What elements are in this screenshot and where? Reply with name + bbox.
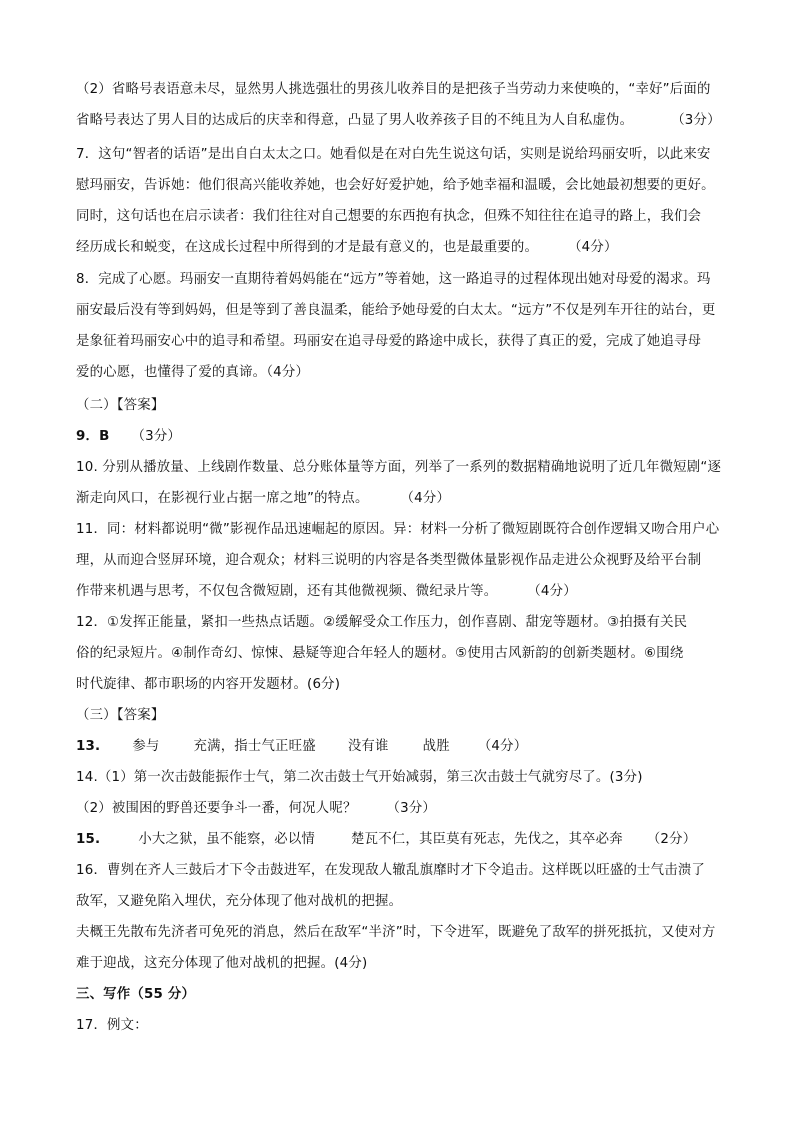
- text-line: 难于迎战，这充分体现了他对战机的把握。(4分): [76, 956, 368, 971]
- score-label: （4分）: [568, 240, 618, 255]
- text-line: 是象征着玛丽安心中的追寻和希望。玛丽安在追寻母爱的路途中成长，获得了真正的爱，完成了她追寻母: [76, 334, 702, 349]
- text-span: 没有谁: [347, 739, 389, 754]
- section-heading: （三）【答案】: [76, 708, 165, 723]
- text-line: [76, 483, 726, 514]
- text-line: [76, 793, 726, 824]
- text-line: [76, 824, 726, 855]
- score-label: （4分）: [400, 491, 451, 506]
- text-span: 楚瓦不仁，其臣莫有死志，先伐之，其卒必奔: [351, 832, 623, 847]
- text-line: 11．同：材料都说明“微”影视作品迅速崛起的原因。异：材料一分析了微短剧既符合创作逻辑又吻合用户心: [76, 522, 720, 537]
- text-span: （2）被围困的野兽还要争斗一番，何况人呢？: [76, 801, 357, 816]
- text-line: 理，从而迎合竖屏环境，迎合观众；材料三说明的内容是各类型微体量影视作品走进公众视野及给平台制: [76, 553, 702, 568]
- text-span: 13.: [76, 739, 101, 754]
- q6-part2-answer: [76, 74, 726, 136]
- text-line: 夫概王先散布先济者可免死的消息，然后在敌军“半济”时，下令进军，既避免了敌军的拼死抵抗，又使对方: [76, 925, 716, 940]
- text-span: 参与: [132, 739, 160, 754]
- section-2-answers: [76, 390, 726, 700]
- text-line: 17．例文：: [76, 1018, 148, 1033]
- score-label: （4分）: [477, 739, 528, 754]
- text-line: 16．曹刿在齐人三鼓后才下令击鼓进军，在发现敌人辙乱旗靡时才下令追击。这样既以旺盛的士气击溃了: [76, 863, 706, 878]
- section-heading: （二）【答案】: [76, 398, 165, 413]
- q7-answer: [76, 139, 726, 263]
- text-line: 14.（1）第一次击鼓能振作士气，第二次击鼓士气开始减弱，第三次击鼓士气就穷尽了。(3分): [76, 770, 643, 785]
- text-line: 12．①发挥正能量，紧扣一些热点话题。②缓解受众工作压力，创作喜剧、甜宠等题材。③拍摄有关民: [76, 615, 688, 630]
- section-heading: 三、写作（55 分）: [76, 987, 196, 1002]
- score-label: （4分）: [527, 584, 577, 599]
- text-span: 作带来机遇与思考，不仅包含微短剧，还有其他微视频、微纪录片等。: [76, 584, 498, 599]
- text-span: 9．B: [76, 429, 110, 444]
- text-line: 爱的心愿，也懂得了爱的真谛。（4分）: [76, 365, 310, 380]
- text-line: 10. 分别从播放量、上线剧作数量、总分账体量等方面，列举了一系列的数据精确地说明了近几年微短剧“逐: [76, 460, 722, 475]
- text-line: 敌军，又避免陷入埋伏，充分体现了他对战机的把握。: [76, 894, 403, 909]
- text-line: 慰玛丽安，告诉她：他们很高兴能收养她，也会好好爱护她，给予她幸福和温暖，会比她最初想要的更好。: [76, 178, 715, 193]
- text-line: 俗的纪录短片。④制作奇幻、惊悚、悬疑等迎合年轻人的题材。⑤使用古风新韵的创新类题材。⑥围绕: [76, 646, 684, 661]
- q8-answer: [76, 264, 726, 388]
- text-span: 战胜: [422, 739, 450, 754]
- text-line: （2）省略号表语意未尽，显然男人挑选强壮的男孩儿收养目的是把孩子当劳动力来使唤的，“幸好”后面的: [76, 82, 711, 97]
- text-span: 渐走向风口，在影视行业占据一席之地”的特点。: [76, 491, 369, 506]
- text-line: [76, 576, 726, 607]
- text-span: 15.: [76, 832, 101, 847]
- text-line: [76, 232, 726, 263]
- text-line: 7．这句“智者的话语”是出自白太太之口。她看似是在对白先生说这句话，实则是说给玛丽安听，以此来安: [76, 147, 711, 162]
- text-span: 经历成长和蜕变，在这成长过程中所得到的才是最有意义的，也是最重要的。: [76, 240, 539, 255]
- text-span: 充满，指士气正旺盛: [193, 739, 316, 754]
- score-label: （3分）: [131, 429, 182, 444]
- text-line: 丽安最后没有等到妈妈，但是等到了善良温柔，能给予她母爱的白太太。“远方”不仅是列车开往的站台，更: [76, 303, 716, 318]
- text-span: 省略号表达了男人目的达成后的庆幸和得意，凸显了男人收养孩子目的不纯且为人自私虚伪。: [76, 113, 634, 128]
- text-line: 时代旋律、都市职场的内容开发题材。(6分): [76, 677, 341, 692]
- score-label: （2分）: [646, 832, 697, 847]
- text-line: 8．完成了心愿。玛丽安一直期待着妈妈能在“远方”等着她，这一路追寻的过程体现出她对母爱的渴求。玛: [76, 272, 711, 287]
- text-line: [76, 731, 726, 762]
- text-span: 小大之狱，虽不能察，必以情: [138, 832, 316, 847]
- text-line: 同时，这句话也在启示读者：我们往往对自己想要的东西抱有执念，但殊不知往往在追寻的路上，我们会: [76, 209, 702, 224]
- score-label: （3分）: [671, 113, 721, 128]
- score-label: （3分）: [386, 801, 437, 816]
- section-3-answers: [76, 700, 726, 1041]
- text-line: [76, 105, 726, 136]
- text-line: [76, 421, 726, 452]
